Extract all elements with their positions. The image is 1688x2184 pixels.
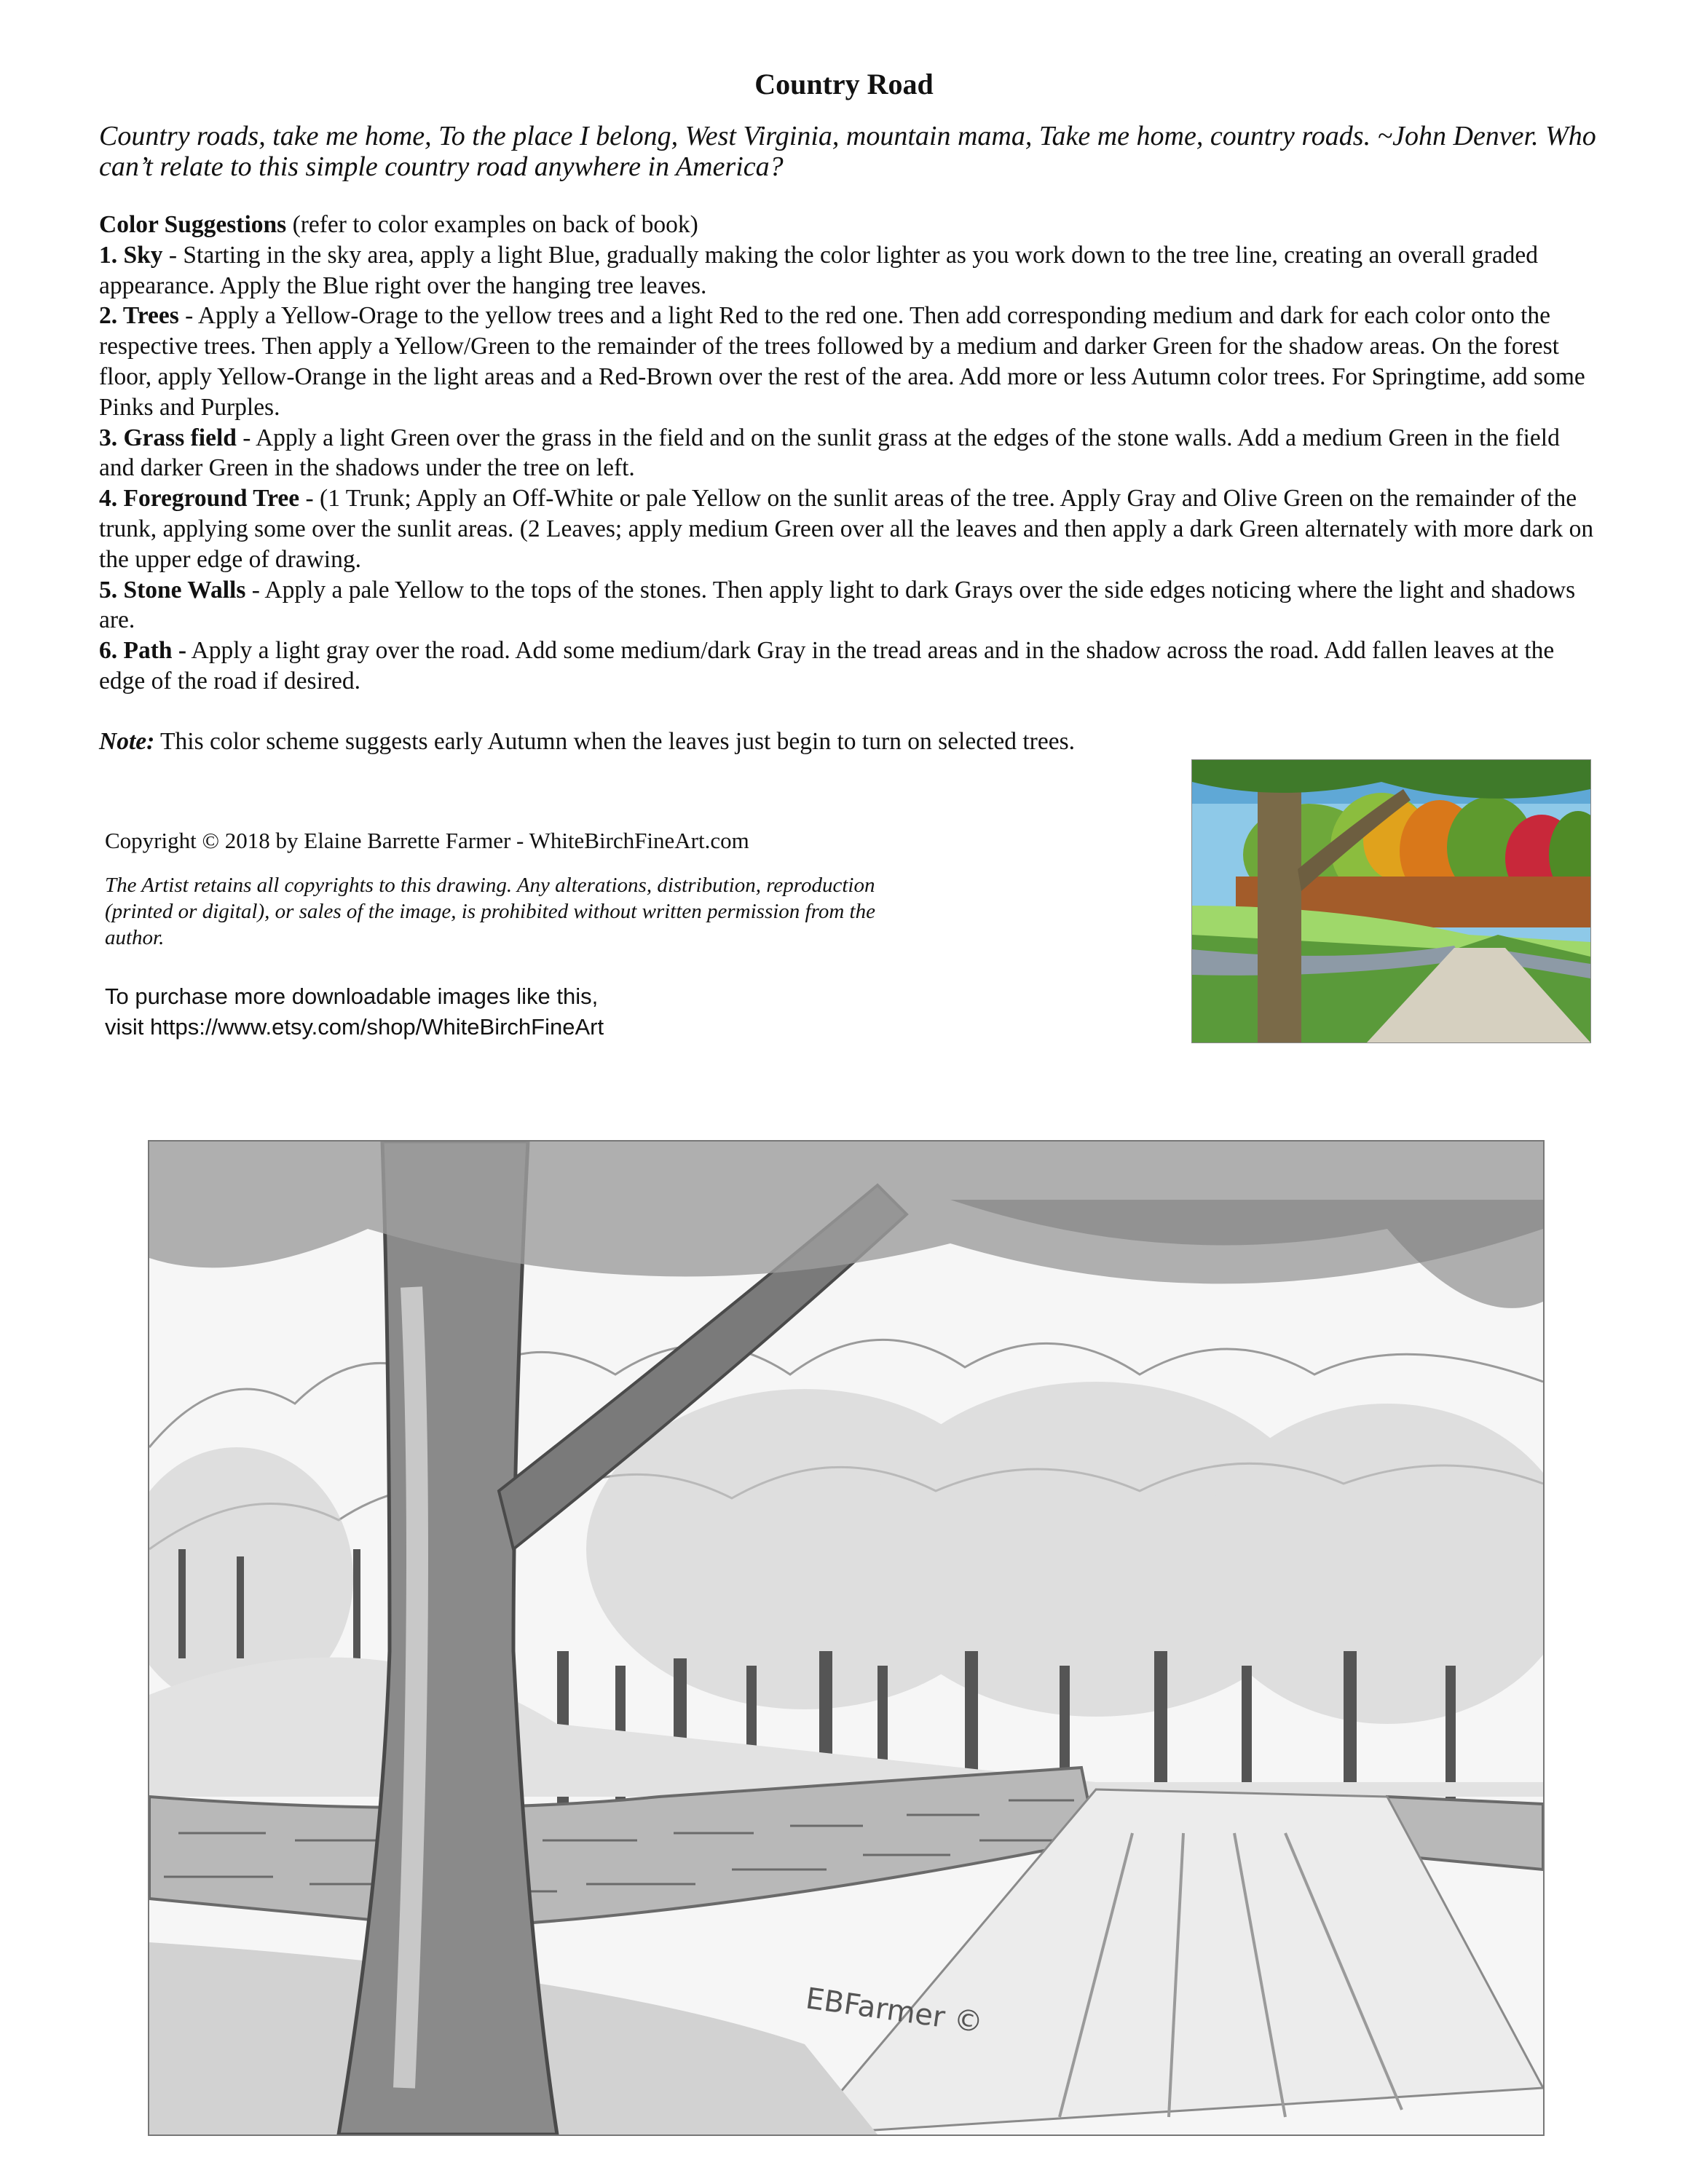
suggestion-item-trees bbox=[99, 301, 1599, 422]
page-title: Country Road bbox=[754, 68, 934, 100]
color-example-image bbox=[1191, 759, 1591, 1043]
suggestion-item-stone-walls bbox=[99, 575, 1599, 636]
purchase-info bbox=[105, 981, 906, 1042]
color-example-illustration bbox=[1192, 760, 1590, 1042]
suggestion-label: 3. Grass field bbox=[99, 424, 237, 451]
rights-notice: The Artist retains all copyrights to this drawing. Any alterations, distribution, reproduction (printed or digital), or sales of the image, is prohibited without written permission from the author. bbox=[105, 874, 875, 949]
suggestion-item-foreground-tree bbox=[99, 483, 1599, 574]
suggestion-text: - Apply a light Green over the grass in the field and on the sunlit grass at the edges of the stone walls. Add a medium Green in the field and darker Green in the shadows under the tree on left. bbox=[99, 424, 1560, 482]
color-suggestions bbox=[99, 210, 1599, 697]
suggestions-heading: Color Suggestions bbox=[99, 211, 287, 238]
note-label: Note: bbox=[99, 728, 155, 755]
suggestion-label: 6. Path - bbox=[99, 637, 187, 665]
suggestion-text: - (1 Trunk; Apply an Off-White or pale Yellow on the sunlit areas of the tree. Apply Gray and Olive Green on the remainder of the trunk, applying some over the sunlit areas. (2 Leaves; apply medium Green over all the leaves and then apply a dark Green alternately with more dark on the upper edge of drawing. bbox=[99, 485, 1594, 573]
note-text: This color scheme suggests early Autumn when the leaves just begin to turn on selected trees. bbox=[154, 728, 1075, 755]
suggestion-item-path bbox=[99, 636, 1599, 697]
purchase-line-2: visit https://www.etsy.com/shop/WhiteBirchFineArt bbox=[105, 1014, 604, 1040]
suggestion-item-sky bbox=[99, 240, 1599, 301]
suggestion-text: - Apply a Yellow-Orage to the yellow trees and a light Red to the red one. Then add corresponding medium and dark for each color onto the respective trees. Then apply a Yellow/Green to the remainder of the trees followed by a medium and darker Green for the shadow areas. On the forest floor, apply Yellow-Orange in the light areas and a Red-Brown over the rest of the area. Add more or less Autumn color trees. For Springtime, add some Pinks and Purples. bbox=[99, 302, 1585, 421]
suggestions-heading-line bbox=[99, 210, 1599, 240]
suggestion-text: - Apply a pale Yellow to the tops of the stones. Then apply light to dark Grays over the side edges noticing where the light and shadows are. bbox=[99, 576, 1576, 634]
suggestion-label: 2. Trees bbox=[99, 302, 179, 330]
coloring-drawing bbox=[148, 1140, 1545, 2136]
copyright-line: Copyright © 2018 by Elaine Barrette Farmer - WhiteBirchFineArt.com bbox=[105, 828, 749, 853]
suggestions-heading-note: (refer to color examples on back of book) bbox=[286, 211, 698, 238]
intro-quote: Country roads, take me home, To the place I belong, West Virginia, mountain mama, Take me home, country roads. ~John Denver. Who can’t relate to this simple country road anywhere in America? bbox=[99, 121, 1596, 182]
suggestion-label: 4. Foreground Tree bbox=[99, 485, 300, 513]
suggestion-item-grass-field bbox=[99, 423, 1599, 484]
suggestion-label: 1. Sky bbox=[99, 241, 163, 269]
artist-signature: EBFarmer © bbox=[803, 1982, 985, 2041]
pencil-drawing-illustration bbox=[149, 1142, 1543, 2134]
purchase-line-1: To purchase more downloadable images like this, bbox=[105, 984, 599, 1009]
suggestion-label: 5. Stone Walls bbox=[99, 576, 246, 604]
suggestion-text: - Starting in the sky area, apply a light Blue, gradually making the color lighter as you work down to the tree line, creating an overall graded appearance. Apply the Blue right over the hanging tree leaves. bbox=[99, 241, 1538, 299]
suggestion-text: Apply a light gray over the road. Add some medium/dark Gray in the tread areas and in the shadow across the road. Add fallen leaves at the edge of the road if desired. bbox=[99, 637, 1555, 695]
note bbox=[99, 727, 1235, 757]
